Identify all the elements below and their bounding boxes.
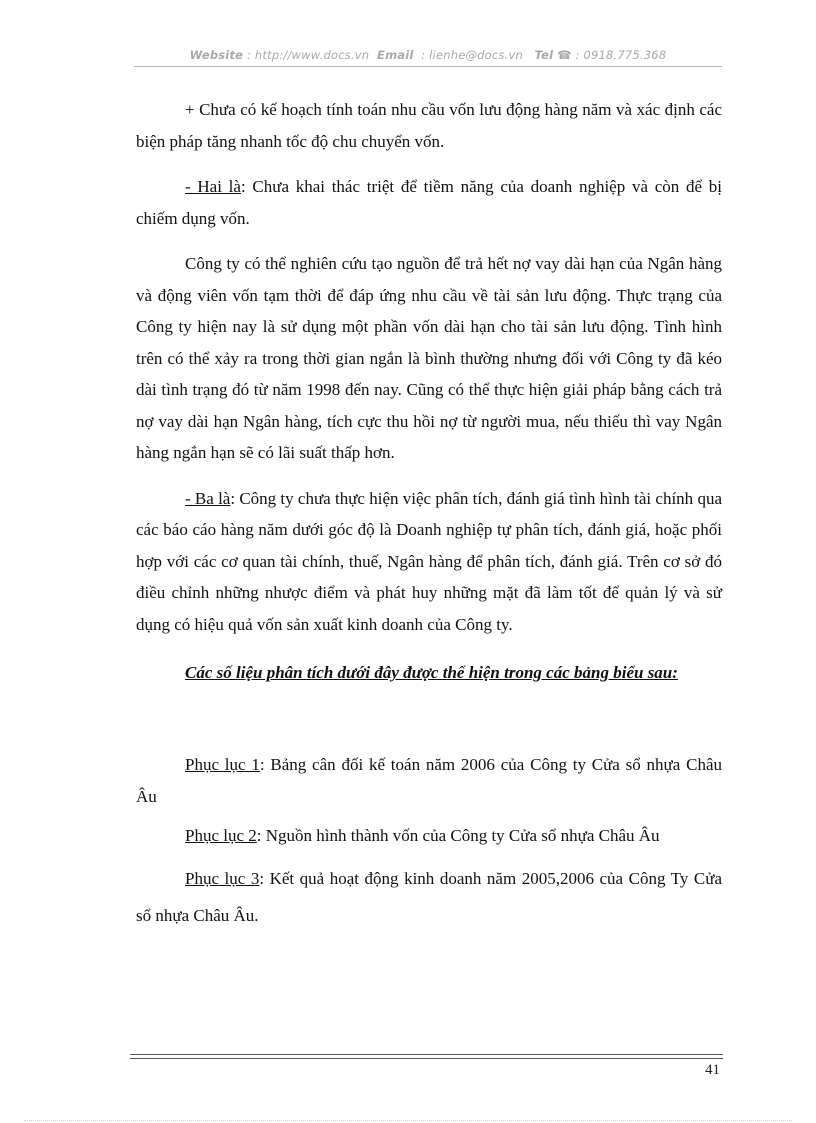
appendix-label: Phục lục 3 [185,868,260,888]
appendix-text: : Nguồn hình thành vốn của Công ty Cửa sổ nhựa Châu Âu [256,826,660,845]
appendix-item [136,860,722,934]
page-edge [24,1120,792,1121]
appendix-label: Phục lục 2 [185,826,257,845]
footer-divider [130,1054,723,1055]
email-value: : lienhe@docs.vn [421,48,523,62]
appendix-item [136,749,722,812]
appendix-text: : Bảng cân đối kế toán năm 2006 của Công ty Cửa sổ nhựa Châu Âu [136,755,722,806]
header-divider [134,66,722,67]
appendix-label: Phục lục 1 [185,755,260,774]
website-label: Website [189,48,244,62]
third-label: - Ba là [185,488,231,508]
second-text: : Chưa khai thác triệt để tiềm năng của doanh nghiệp và còn để bị chiếm dụng vốn. [136,177,722,228]
second-label: - Hai là [185,177,241,196]
paragraph-plan: + Chưa có kế hoạch tính toán nhu cầu vốn lưu động hàng năm và xác định các biện pháp tăng nhanh tốc độ chu chuyển vốn. [136,100,722,151]
page-number: 41 [705,1062,720,1078]
paragraph-second [136,171,722,234]
tel-value: : 0918.775.368 [575,48,667,62]
paragraph-capital: Công ty có thể nghiên cứu tạo nguồn để trả hết nợ vay dài hạn của Ngân hàng và động viên vốn tạm thời để đáp ứng nhu cầu về tài sản lưu động. Thực trạng của Công ty hiện nay là sử dụng một phần vốn dài hạn cho tài sản lưu động. Tình hình trên có thể xảy ra trong thời gian ngắn là bình thường nhưng đối với Công ty đã kéo dài tình trạng đó từ năm 1998 đến nay. Cũng có thể thực hiện giải pháp bằng cách trả nợ vay dài hạn Ngân hàng, tích cực thu hồi nợ từ người mua, nếu thiếu thì vay Ngân hàng ngắn hạn sẽ có lãi suất thấp hơn. [136,254,722,462]
page-body [136,94,722,934]
paragraph-third [136,483,722,641]
appendix-item [136,820,722,852]
footer-divider [130,1058,723,1059]
third-text: : Công ty chưa thực hiện việc phân tích, đánh giá tình hình tài chính qua các báo cáo hàng năm dưới góc độ là Doanh nghiệp tự phân tích, đánh giá, hoặc phối hợp với các cơ quan tài chính, thuế, Ngân hàng để phân tích, đánh giá. Trên cơ sở đó điều chỉnh những nhược điểm và phát huy những mặt đã làm tốt để quản lý và sử dụng có hiệu quả vốn sản xuất kinh doanh của Công ty. [136,488,722,634]
page-header [134,48,722,62]
email-label: Email [377,48,414,62]
appendix-text: : Kết quả hoạt động kinh doanh năm 2005,2006 của Công Ty Cửa sổ nhựa Châu Âu. [136,868,722,925]
website-value: : http://www.docs.vn [247,48,370,62]
tel-label: Tel [534,48,554,62]
tables-heading: Các số liệu phân tích dưới đây được thể hiện trong các bảng biểu sau: [185,663,678,682]
phone-icon: ☎ [557,48,572,62]
